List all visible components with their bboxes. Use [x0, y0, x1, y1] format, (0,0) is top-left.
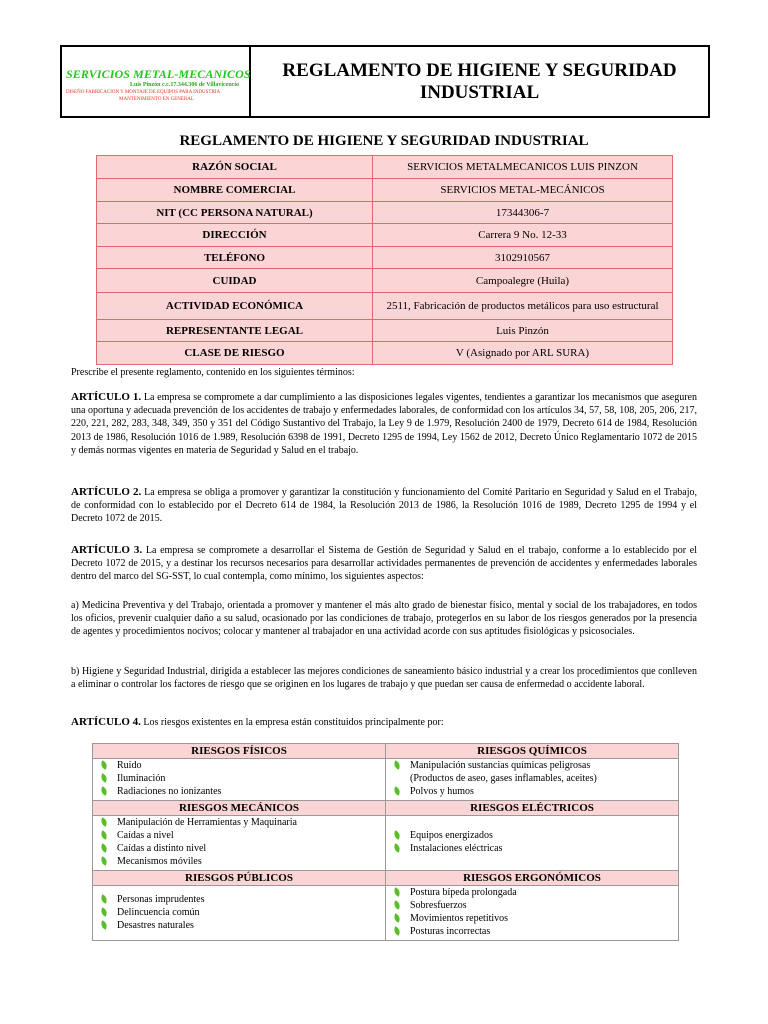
leaf-bullet-icon [393, 830, 401, 839]
risk-list [93, 759, 385, 800]
info-value: Carrera 9 No. 12-33 [373, 224, 673, 247]
article-3-item-b: b) Higiene y Seguridad Industrial, dirigida a establecer las mejores condiciones de saneamiento básico industrial y a crear los procedimientos que conlleven a eliminar o controlar los factores de riesgo que se originen en los lugares de trabajo y que puedan ser causa de enfermedad o accidente laboral. [71, 666, 697, 691]
risk-header-electricos: RIESGOS ELÉCTRICOS [386, 801, 679, 816]
list-item: Movimientos repetitivos [392, 912, 678, 925]
article-3-item-a: a) Medicina Preventiva y del Trabajo, orientada a promover y mantener el más alto grado de bienestar físico, mental y social de los trabajadores, en todos los oficios, prevenir cualquier daño a su salud, ocasionado por las condiciones de trabajo, protegerlos en su labor de los riesgos generados por la presencia de agentes y procedimientos nocivos; colocar y mantener al trabajador en una actividad acorde con sus aptitudes fisiológicas y psicosociales. [71, 600, 697, 638]
info-label: REPRESENTANTE LEGAL [97, 320, 373, 342]
list-item: Sobresfuerzos [392, 899, 678, 912]
leaf-bullet-icon [100, 894, 108, 903]
info-value: SERVICIOS METALMECANICOS LUIS PINZON [373, 156, 673, 179]
leaf-bullet-icon [100, 773, 108, 782]
leaf-bullet-icon [100, 830, 108, 839]
info-value: V (Asignado por ARL SURA) [373, 342, 673, 365]
info-value: 17344306-7 [373, 202, 673, 224]
table-row [97, 224, 673, 247]
article-2-label: ARTÍCULO 2. [71, 486, 142, 498]
risks-table [92, 743, 679, 941]
leaf-bullet-icon [393, 786, 401, 795]
leaf-bullet-icon [100, 856, 108, 865]
table-row [93, 816, 679, 871]
table-row [97, 179, 673, 202]
risk-cell-ergonomicos [386, 886, 679, 941]
document-header [60, 45, 710, 118]
article-4 [71, 716, 697, 729]
table-row [93, 871, 679, 886]
leaf-bullet-icon [393, 926, 401, 935]
leaf-bullet-icon [393, 843, 401, 852]
article-2-text: La empresa se obliga a promover y garantizar la constitución y funcionamiento del Comité Paritario en Seguridad y Salud en el Trabajo, de conformidad con lo establecido por el Decreto 614 de 1984, la Resolución 2013 de 1986, la Resolución 1016 de 1989, Decreto 1295 de 1994 y el Decreto 1072 de 2015. [71, 487, 698, 525]
list-item: Delincuencia común [99, 906, 385, 919]
table-row [97, 293, 673, 320]
leaf-bullet-icon [100, 920, 108, 929]
list-item: Polvos y humos [392, 785, 678, 798]
logo-owner: Luis Pinzón c.c.17.344.306 de Villavicencio [130, 82, 239, 88]
table-row [93, 801, 679, 816]
table-row [97, 342, 673, 365]
leaf-bullet-icon [393, 913, 401, 922]
article-4-text: Los riesgos existentes en la empresa están constituidos principalmente por: [140, 717, 444, 728]
table-row [93, 886, 679, 941]
list-item: Instalaciones eléctricas [392, 842, 678, 855]
risk-cell-electricos [386, 816, 679, 871]
logo-tagline-2: MANTENIMIENTO EN GENERAL [119, 97, 194, 102]
info-label: NOMBRE COMERCIAL [97, 179, 373, 202]
company-info-table [96, 155, 673, 365]
list-item: Desastres naturales [99, 919, 385, 932]
risk-cell-quimicos [386, 759, 679, 801]
table-row [97, 247, 673, 269]
list-item: Posturas incorrectas [392, 925, 678, 938]
table-row [97, 320, 673, 342]
header-title [251, 47, 708, 116]
intro-paragraph: Prescribe el presente reglamento, contenido en los siguientes términos: [71, 367, 355, 378]
table-row [97, 269, 673, 293]
table-row [97, 156, 673, 179]
info-label: CLASE DE RIESGO [97, 342, 373, 365]
list-item: Ruido [99, 759, 385, 772]
logo-tagline-1: DISEÑO FABRICACION Y MONTAJE DE EQUIPOS PARA INDUSTRIA [66, 90, 221, 95]
article-2 [71, 486, 697, 526]
article-3-text: La empresa se compromete a desarrollar el Sistema de Gestión de Seguridad y Salud en el trabajo, conforme a lo establecido por el Decreto 1072 de 2015, y a destinar los recursos necesarios para desarrollar actividades permanentes de prevención de accidentes y enfermedades laborales dentro del marco del SG-SST, lo cual contempla, como mínimo, los siguientes aspectos: [71, 545, 697, 583]
info-label: CUIDAD [97, 269, 373, 293]
table-row [93, 759, 679, 801]
list-item: Iluminación [99, 772, 385, 785]
article-4-label: ARTÍCULO 4. [71, 716, 141, 728]
leaf-bullet-icon [393, 760, 401, 769]
risk-list [93, 816, 385, 870]
risk-cell-fisicos [93, 759, 386, 801]
table-row [97, 202, 673, 224]
risk-header-quimicos: RIESGOS QUÍMICOS [386, 744, 679, 759]
article-1-text: La empresa se compromete a dar cumplimiento a las disposiciones legales vigentes, tendientes a garantizar los mecanismos que aseguren una oportuna y adecuada prevención de los accidentes de trabajo y enfermedades laborales, de conformidad con los artículos 34, 57, 58, 108, 205, 206, 217, 220, 221, 282, 283, 348, 349, 350 y 351 del Código Sustantivo del Trabajo, la Ley 9 de 1.979, Resolución 2400 de 1979, Decreto 614 de 1984, Resolución 2013 de 1986, Resolución 1016 de 1.989, Resolución 6398 de 1991, Decreto 1295 de 1994, Ley 1562 de 2012, Decreto Único Reglamentario 1072 de 2015 y demás normas vigentes en materia de Seguridad y Salud en el trabajo. [71, 392, 697, 456]
risk-header-ergonomicos: RIESGOS ERGONÓMICOS [386, 871, 679, 886]
list-item: Caídas a nivel [99, 829, 385, 842]
article-1-label: ARTÍCULO 1. [71, 391, 142, 403]
risk-cell-publicos [93, 886, 386, 941]
leaf-bullet-icon [100, 843, 108, 852]
company-logo [62, 47, 251, 116]
list-item: Postura bípeda prolongada [392, 886, 678, 899]
leaf-bullet-icon [100, 817, 108, 826]
list-item: Equipos energizados [392, 829, 678, 842]
logo-company-name: SERVICIOS METAL-MECANICOS [66, 67, 251, 81]
list-item: Manipulación sustancias químicas peligrosas [392, 759, 678, 772]
article-3-label: ARTÍCULO 3. [71, 544, 143, 556]
risk-header-fisicos: RIESGOS FÍSICOS [93, 744, 386, 759]
risk-list [386, 886, 678, 940]
risk-list [386, 759, 678, 800]
article-3 [71, 544, 697, 584]
risk-list [93, 893, 385, 934]
info-value: Campoalegre (Huila) [373, 269, 673, 293]
header-title-line2: INDUSTRIAL [419, 81, 540, 103]
info-value: SERVICIOS METAL-MECÁNICOS [373, 179, 673, 202]
list-item: Radiaciones no ionizantes [99, 785, 385, 798]
article-1 [71, 391, 697, 457]
info-label: NIT (CC PERSONA NATURAL) [97, 202, 373, 224]
info-value: 3102910567 [373, 247, 673, 269]
info-value: Luis Pinzón [373, 320, 673, 342]
list-item: Mecanismos móviles [99, 855, 385, 868]
leaf-bullet-icon [393, 900, 401, 909]
list-item: Manipulación de Herramientas y Maquinaria [99, 816, 385, 829]
document-title: REGLAMENTO DE HIGIENE Y SEGURIDAD INDUSTRIAL [179, 133, 589, 149]
table-row [93, 744, 679, 759]
risk-header-publicos: RIESGOS PÚBLICOS [93, 871, 386, 886]
list-item: Caídas a distinto nivel [99, 842, 385, 855]
list-item: Personas imprudentes [99, 893, 385, 906]
risk-header-mecanicos: RIESGOS MECÁNICOS [93, 801, 386, 816]
leaf-bullet-icon [100, 786, 108, 795]
leaf-bullet-icon [100, 760, 108, 769]
info-label: TELÉFONO [97, 247, 373, 269]
leaf-bullet-icon [393, 887, 401, 896]
list-item: (Productos de aseo, gases inflamables, aceites) [410, 773, 597, 784]
info-label: ACTIVIDAD ECONÓMICA [97, 293, 373, 320]
header-title-line1: REGLAMENTO DE HIGIENE Y SEGURIDAD [282, 59, 677, 81]
risk-cell-mecanicos [93, 816, 386, 871]
risk-list [386, 829, 678, 857]
leaf-bullet-icon [100, 907, 108, 916]
info-label: RAZÓN SOCIAL [97, 156, 373, 179]
info-value: 2511, Fabricación de productos metálicos para uso estructural [373, 293, 673, 320]
info-label: DIRECCIÓN [97, 224, 373, 247]
